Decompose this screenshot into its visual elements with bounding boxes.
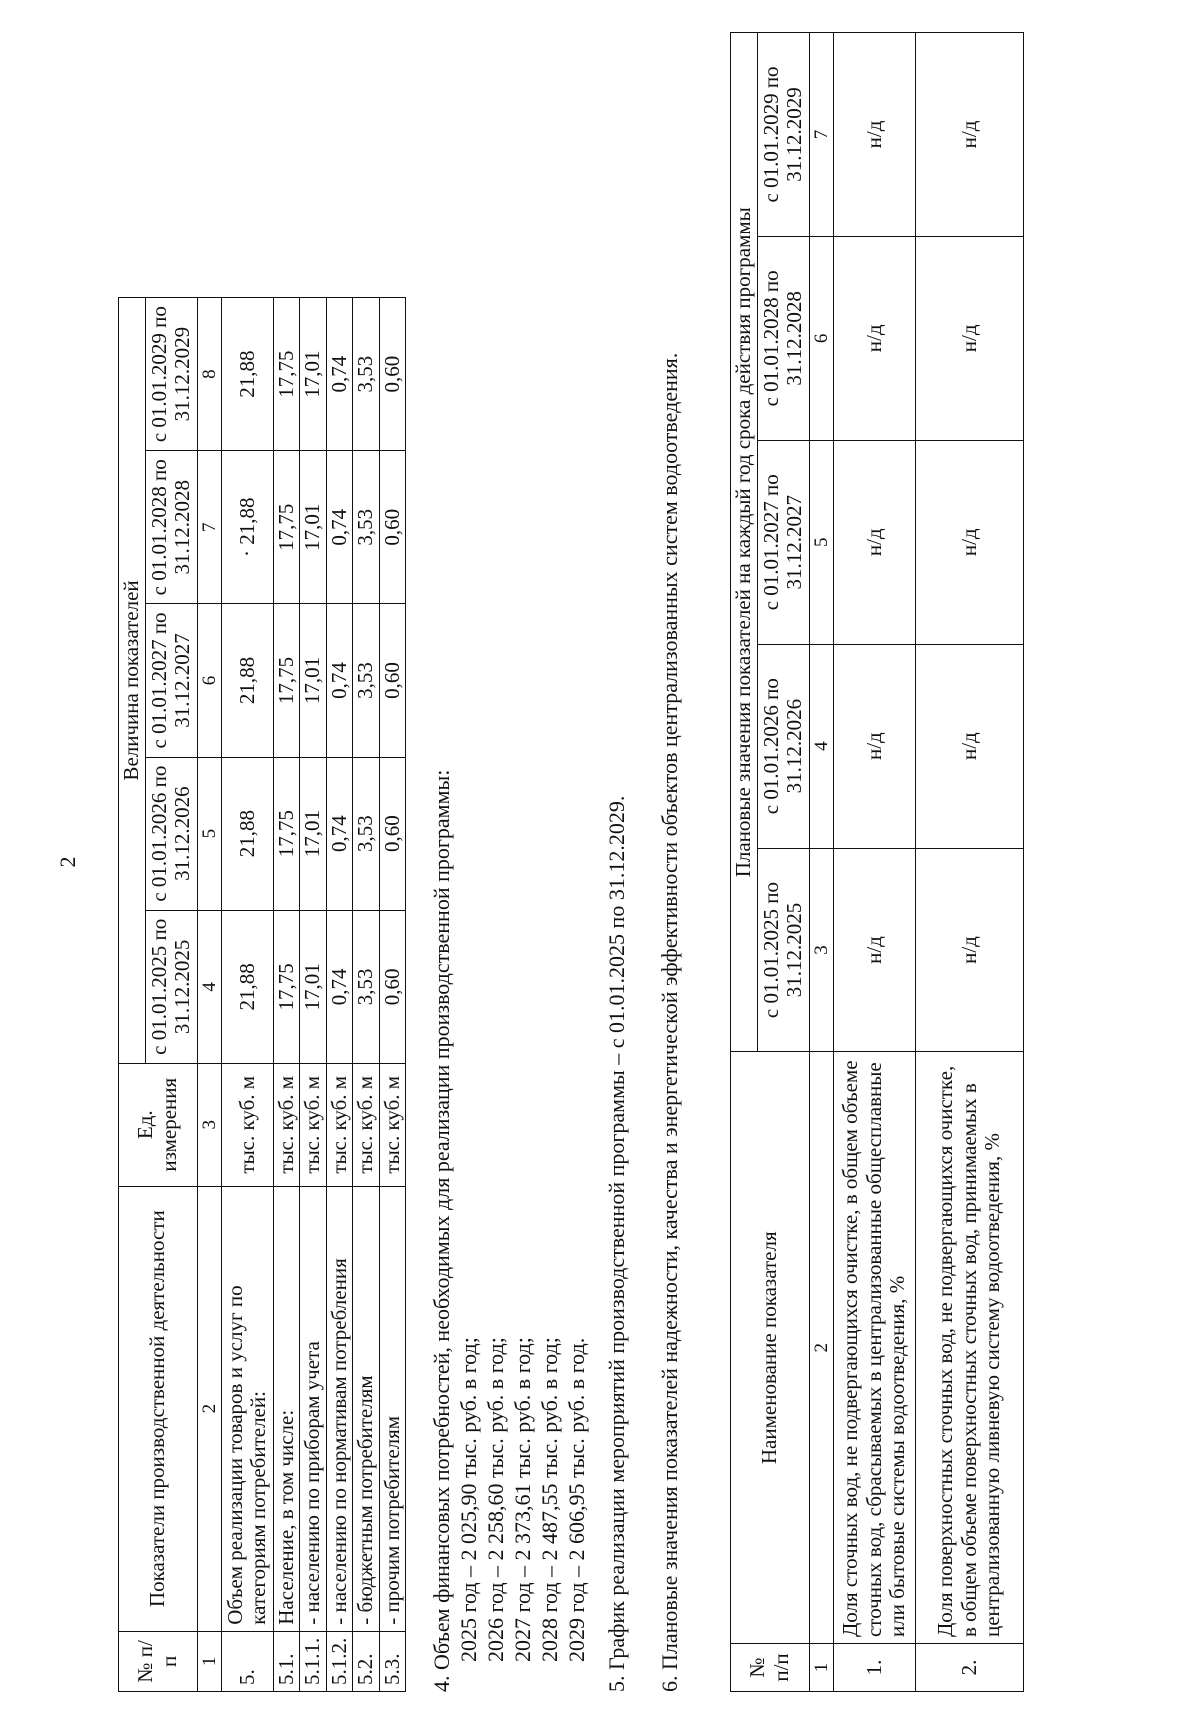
row-value: н/д	[915, 848, 1023, 1052]
row-value: 21,88	[221, 298, 273, 451]
t2-head-period: с 01.01.2029 по 31.12.2029	[757, 33, 809, 237]
row-unit: тыс. куб. м	[221, 1063, 273, 1186]
t1-col-index: 5	[197, 757, 221, 910]
row-value: н/д	[833, 848, 915, 1052]
t2-col-index: 1	[809, 1644, 833, 1692]
row-value: 0,60	[379, 451, 406, 604]
table-row	[915, 33, 1023, 1692]
row-value: 0,74	[326, 604, 353, 757]
financing-item: 2027 год – 2 373,61 тыс. руб. в год;	[510, 1337, 535, 1662]
rotated-page-content	[118, 32, 1198, 1692]
row-num: 5.	[221, 1631, 273, 1691]
t1-col-index: 1	[197, 1631, 221, 1691]
t1-col-index: 8	[197, 298, 221, 451]
t2-head-period: с 01.01.2028 по 31.12.2028	[757, 236, 809, 440]
financing-item: 2025 год – 2 025,90 тыс. руб. в год;	[456, 1337, 481, 1662]
t1-col-index: 6	[197, 604, 221, 757]
t2-head-period: с 01.01.2027 по 31.12.2027	[757, 440, 809, 644]
production-indicators-table	[118, 297, 406, 1692]
row-value: 17,01	[300, 451, 327, 604]
row-num: 5.1.2.	[326, 1631, 353, 1691]
row-value: 21,88	[221, 910, 273, 1063]
t2-head-period: с 01.01.2026 по 31.12.2026	[757, 644, 809, 848]
section-4-heading: 4. Объем финансовых потребностей, необходимых для реализации производственной программы:	[429, 769, 454, 1692]
financing-item: 2026 год – 2 258,60 тыс. руб. в год;	[483, 1337, 508, 1662]
section-6-heading: 6. Плановые значения показателей надежности, качества и энергетической эффективности объектов централизованных систем водоотведения.	[657, 352, 682, 1692]
table-row	[221, 298, 273, 1692]
row-num: 1.	[833, 1644, 915, 1692]
t1-col-index: 4	[197, 910, 221, 1063]
row-name: - прочим потребителям	[379, 1186, 406, 1631]
t2-head-num: № п/п	[731, 1644, 810, 1692]
t1-col-index: 2	[197, 1186, 221, 1631]
row-num: 5.2.	[353, 1631, 380, 1691]
row-name: - населению по нормативам потребления	[326, 1186, 353, 1631]
row-value: 0,74	[326, 298, 353, 451]
row-value: н/д	[915, 33, 1023, 237]
t1-head-period: с 01.01.2025 по 31.12.2025	[145, 910, 197, 1063]
row-value: 0,60	[379, 604, 406, 757]
row-unit: тыс. куб. м	[353, 1063, 380, 1186]
row-value: · 21,88	[221, 451, 273, 604]
table-row	[273, 298, 300, 1692]
t2-head-group: Плановые значения показателей на каждый год срока действия программы	[731, 33, 758, 1052]
t1-head-period: с 01.01.2027 по 31.12.2027	[145, 604, 197, 757]
row-value: н/д	[915, 440, 1023, 644]
row-value: 3,53	[353, 298, 380, 451]
section-4-financing	[428, 770, 590, 1692]
t2-col-index: 4	[809, 644, 833, 848]
t2-head-indicator: Наименование показателя	[731, 1052, 810, 1644]
table-row	[300, 298, 327, 1692]
row-value: 0,74	[326, 757, 353, 910]
row-value: 17,75	[273, 298, 300, 451]
row-value: 3,53	[353, 757, 380, 910]
row-name: - бюджетным потребителям	[353, 1186, 380, 1631]
table-row	[326, 298, 353, 1692]
t1-head-indicator: Показатели производственной деятельности	[119, 1186, 198, 1631]
row-value: 0,60	[379, 298, 406, 451]
row-value: н/д	[915, 236, 1023, 440]
reliability-indicators-table	[730, 32, 1024, 1692]
t2-col-index: 3	[809, 848, 833, 1052]
row-name: - населению по приборам учета	[300, 1186, 327, 1631]
financing-item: 2029 год – 2 606,95 тыс. руб. в год.	[564, 1337, 589, 1662]
row-value: 0,60	[379, 910, 406, 1063]
row-value: н/д	[833, 440, 915, 644]
t1-col-index: 3	[197, 1063, 221, 1186]
row-name: Население, в том числе:	[273, 1186, 300, 1631]
row-value: 21,88	[221, 757, 273, 910]
row-value: 17,01	[300, 757, 327, 910]
row-value: 0,60	[379, 757, 406, 910]
row-num: 5.3.	[379, 1631, 406, 1691]
table-row	[833, 33, 915, 1692]
row-value: н/д	[915, 644, 1023, 848]
row-name: Доля сточных вод, не подвергающихся очистке, в общем объеме сточных вод, сбрасываемых в централизованные общесплавные или бытовые системы водоотведения, %	[833, 1052, 915, 1644]
row-value: 17,75	[273, 451, 300, 604]
t2-col-index: 2	[809, 1052, 833, 1644]
row-value: 21,88	[221, 604, 273, 757]
t1-head-unit: Ед. измерения	[119, 1063, 198, 1186]
row-num: 5.1.1.	[300, 1631, 327, 1691]
table-row	[379, 298, 406, 1692]
row-value: 17,75	[273, 757, 300, 910]
t2-col-index: 7	[809, 33, 833, 237]
row-value: 3,53	[353, 604, 380, 757]
row-unit: тыс. куб. м	[379, 1063, 406, 1186]
row-unit: тыс. куб. м	[273, 1063, 300, 1186]
row-unit: тыс. куб. м	[300, 1063, 327, 1186]
row-name: Объем реализации товаров и услуг по категориям потребителей:	[221, 1186, 273, 1631]
t2-head-period: с 01.01.2025 по 31.12.2025	[757, 848, 809, 1052]
row-value: 3,53	[353, 910, 380, 1063]
t2-col-index: 5	[809, 440, 833, 644]
t1-head-period: с 01.01.2028 по 31.12.2028	[145, 451, 197, 604]
row-value: 17,01	[300, 604, 327, 757]
row-value: 17,75	[273, 910, 300, 1063]
t1-head-group: Величина показателей	[119, 298, 146, 1064]
row-num: 5.1.	[273, 1631, 300, 1691]
row-value: 0,74	[326, 910, 353, 1063]
row-unit: тыс. куб. м	[326, 1063, 353, 1186]
page-number: 2	[55, 856, 80, 868]
row-value: 17,01	[300, 910, 327, 1063]
table-row	[353, 298, 380, 1692]
t1-col-index: 7	[197, 451, 221, 604]
row-value: н/д	[833, 236, 915, 440]
row-num: 2.	[915, 1644, 1023, 1692]
row-value: 0,74	[326, 451, 353, 604]
t2-col-index: 6	[809, 236, 833, 440]
financing-item: 2028 год – 2 487,55 тыс. руб. в год;	[537, 1337, 562, 1662]
row-value: н/д	[833, 33, 915, 237]
row-value: н/д	[833, 644, 915, 848]
row-value: 17,01	[300, 298, 327, 451]
t1-head-num: № п/п	[119, 1631, 198, 1691]
row-value: 3,53	[353, 451, 380, 604]
section-5-schedule: 5. График реализации мероприятий производственной программы – с 01.01.2025 по 31.12.2029.	[604, 795, 629, 1692]
row-name: Доля поверхностных сточных вод, не подвергающихся очистке, в общем объеме поверхностных сточных вод, принимаемых в централизованную ливневую систему водоотведения, %	[915, 1052, 1023, 1644]
row-value: 17,75	[273, 604, 300, 757]
t1-head-period: с 01.01.2029 по 31.12.2029	[145, 298, 197, 451]
t1-head-period: с 01.01.2026 по 31.12.2026	[145, 757, 197, 910]
